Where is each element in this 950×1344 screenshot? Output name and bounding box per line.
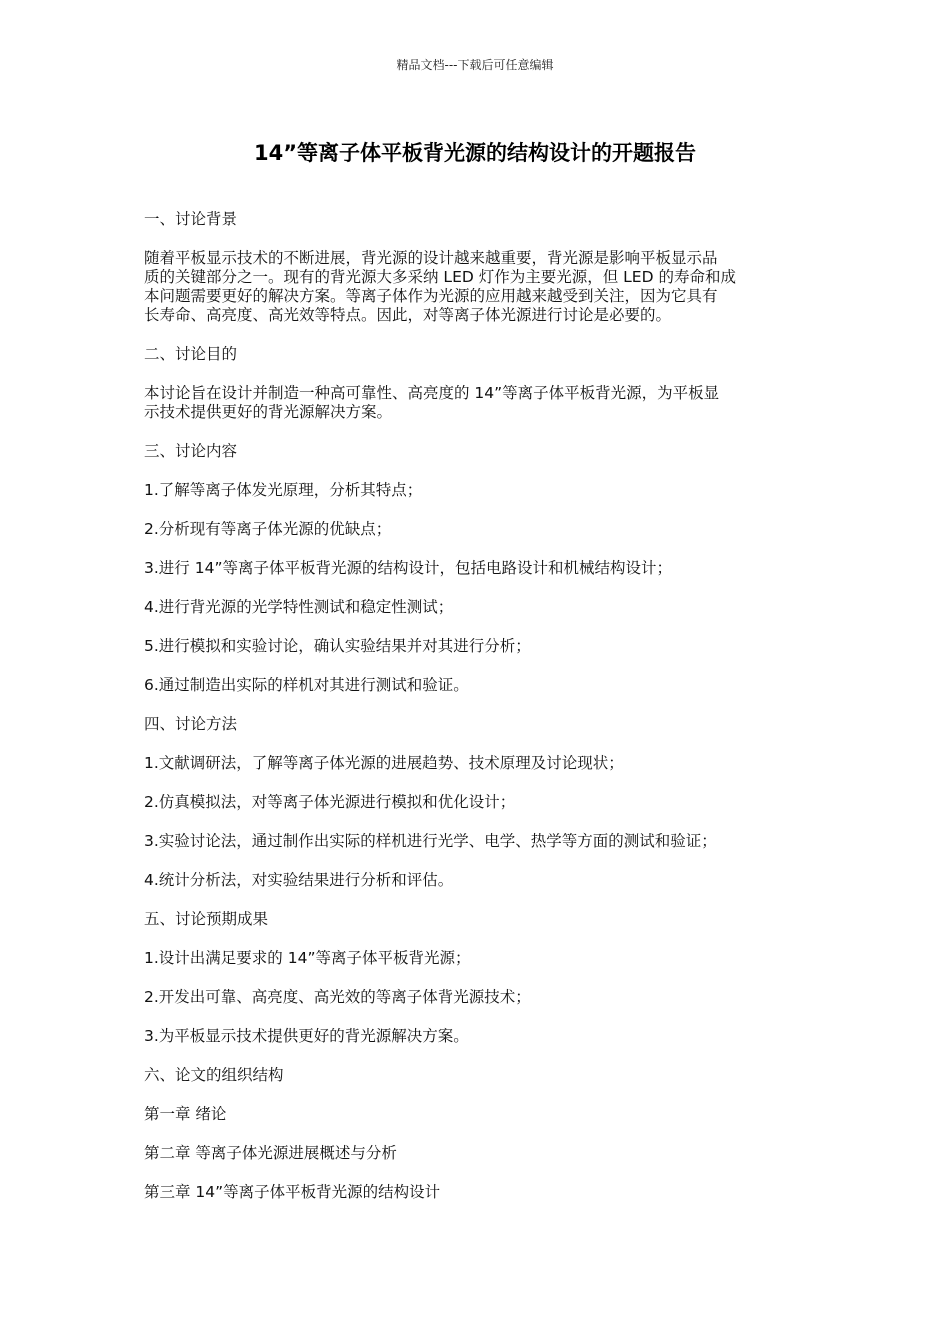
- list-item: 4.统计分析法，对实验结果进行分析和评估。: [144, 871, 454, 889]
- list-item: 1.文献调研法，了解等离子体光源的进展趋势、技术原理及讨论现状；: [144, 754, 624, 772]
- paragraph-line: 长寿命、高亮度、高光效等特点。因此，对等离子体光源进行讨论是必要的。: [144, 306, 672, 324]
- section-heading-purpose: 二、讨论目的: [144, 345, 238, 363]
- list-item: 3.进行 14”等离子体平板背光源的结构设计，包括电路设计和机械结构设计；: [144, 559, 672, 577]
- document-body: [144, 210, 809, 1222]
- purpose-paragraph: [144, 384, 809, 422]
- paragraph-line: 本讨论旨在设计并制造一种高可靠性、高亮度的 14”等离子体平板背光源，为平板显: [144, 384, 720, 402]
- background-paragraph: [144, 249, 809, 325]
- list-item: 2.分析现有等离子体光源的优缺点；: [144, 520, 392, 538]
- section-heading-outcomes: 五、讨论预期成果: [144, 910, 269, 928]
- list-item: 2.开发出可靠、高亮度、高光效的等离子体背光源技术；: [144, 988, 531, 1006]
- section-heading-methods: 四、讨论方法: [144, 715, 238, 733]
- list-item: 3.为平板显示技术提供更好的背光源解决方案。: [144, 1027, 469, 1045]
- chapter-item: 第二章 等离子体光源进展概述与分析: [144, 1144, 397, 1162]
- list-item: 4.进行背光源的光学特性测试和稳定性测试；: [144, 598, 454, 616]
- list-item: 3.实验讨论法，通过制作出实际的样机进行光学、电学、热学等方面的测试和验证；: [144, 832, 717, 850]
- list-item: 1.了解等离子体发光原理，分析其特点；: [144, 481, 423, 499]
- list-item: 2.仿真模拟法，对等离子体光源进行模拟和优化设计；: [144, 793, 516, 811]
- section-heading-content: 三、讨论内容: [144, 442, 238, 460]
- paragraph-line: 示技术提供更好的背光源解决方案。: [144, 403, 393, 421]
- chapter-item: 第三章 14”等离子体平板背光源的结构设计: [144, 1183, 441, 1201]
- list-item: 6.通过制造出实际的样机对其进行测试和验证。: [144, 676, 469, 694]
- paragraph-line: 随着平板显示技术的不断进展，背光源的设计越来越重要，背光源是影响平板显示品: [144, 249, 718, 267]
- list-item: 5.进行模拟和实验讨论，确认实验结果并对其进行分析；: [144, 637, 531, 655]
- list-item: 1.设计出满足要求的 14”等离子体平板背光源；: [144, 949, 471, 967]
- paragraph-line: 质的关键部分之一。现有的背光源大多采纳 LED 灯作为主要光源，但 LED 的寿命和成: [144, 268, 736, 286]
- section-heading-structure: 六、论文的组织结构: [144, 1066, 284, 1084]
- document-title: 14”等离子体平板背光源的结构设计的开题报告: [253, 141, 697, 165]
- paragraph-line: 本问题需要更好的解决方案。等离子体作为光源的应用越来越受到关注，因为它具有: [144, 287, 718, 305]
- section-heading-background: 一、讨论背景: [144, 210, 238, 228]
- page-header-note: 精品文档---下载后可任意编辑: [396, 58, 554, 72]
- chapter-item: 第一章 绪论: [144, 1105, 227, 1123]
